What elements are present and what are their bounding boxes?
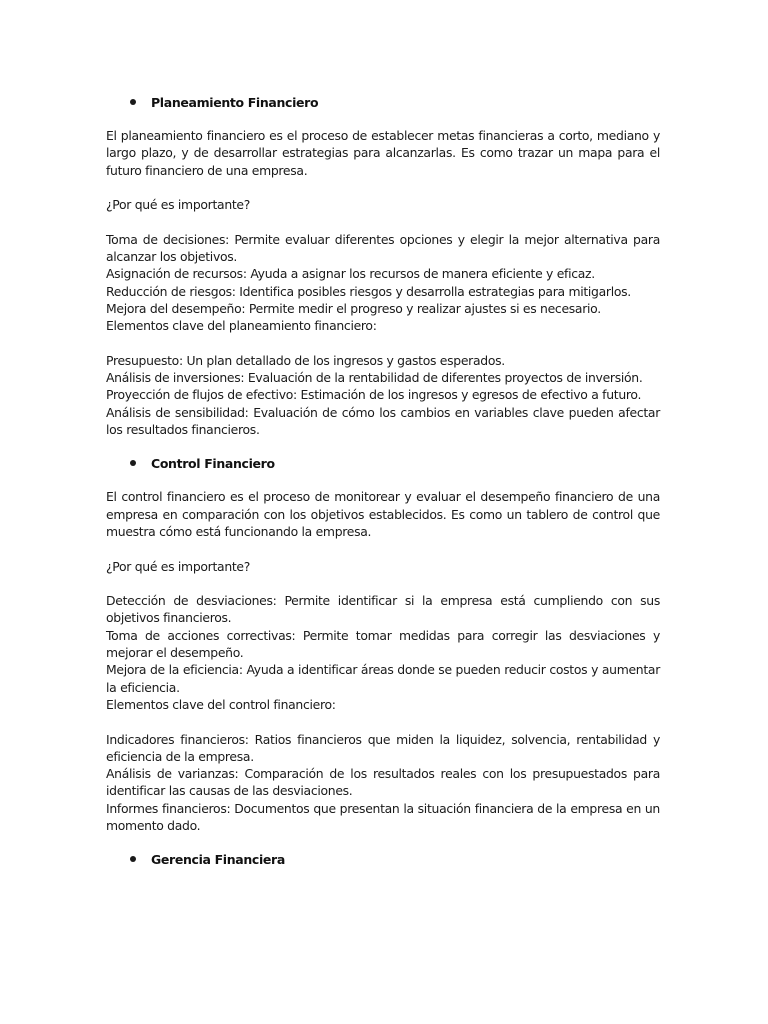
question-text: ¿Por qué es importante?	[106, 197, 251, 213]
section-heading-control	[106, 453, 660, 473]
list-item: Presupuesto: Un plan detallado de los ingresos y gastos esperados.	[106, 352, 505, 368]
importance-list	[106, 231, 660, 335]
document-page	[106, 92, 660, 869]
section-heading-planeamiento	[106, 92, 660, 112]
list-item: Detección de desviaciones: Permite identificar si la empresa está cumpliendo con sus objetivos financieros.	[106, 593, 660, 626]
list-item: Indicadores financieros: Ratios financieros que miden la liquidez, solvencia, rentabilidad y eficiencia de la empresa.	[106, 731, 660, 764]
elements-list	[106, 731, 660, 835]
list-item: Análisis de sensibilidad: Evaluación de cómo los cambios en variables clave pueden afectar los resultados financieros.	[106, 404, 660, 438]
bullet-icon	[130, 99, 136, 105]
elements-list	[106, 352, 660, 438]
list-item: Análisis de varianzas: Comparación de los resultados reales con los presupuestados para identificar las causas de las desviaciones.	[106, 766, 660, 799]
paragraph: El control financiero es el proceso de monitorear y evaluar el desempeño financiero de una empresa en comparación con los objetivos establecidos. Es como un tablero de control que muestra cómo está funcionando la empresa.	[106, 489, 660, 539]
list-item: Elementos clave del planeamiento financiero:	[106, 318, 377, 334]
list-item: Informes financieros: Documentos que presentan la situación financiera de la empresa en un momento dado.	[106, 800, 660, 833]
list-item: Toma de acciones correctivas: Permite tomar medidas para corregir las desviaciones y mejorar el desempeño.	[106, 627, 660, 661]
list-item: Análisis de inversiones: Evaluación de la rentabilidad de diferentes proyectos de inversión.	[106, 370, 643, 386]
section-intro	[106, 127, 660, 179]
question-line	[106, 196, 660, 213]
list-item: Mejora de la eficiencia: Ayuda a identificar áreas donde se pueden reducir costos y aumentar la eficiencia.	[106, 662, 660, 695]
list-item: Proyección de flujos de efectivo: Estimación de los ingresos y egresos de efectivo a futuro.	[106, 387, 642, 403]
list-item: Asignación de recursos: Ayuda a asignar los recursos de manera eficiente y eficaz.	[106, 266, 595, 282]
bullet-icon	[130, 460, 136, 466]
question-text: ¿Por qué es importante?	[106, 558, 251, 574]
importance-list	[106, 592, 660, 713]
list-item: Toma de decisiones: Permite evaluar diferentes opciones y elegir la mejor alternativa para alcanzar los objetivos.	[106, 231, 660, 265]
section-intro	[106, 488, 660, 540]
bullet-icon	[130, 856, 136, 862]
question-line	[106, 558, 660, 575]
list-item: Reducción de riesgos: Identifica posibles riesgos y desarrolla estrategias para mitigarlos.	[106, 283, 631, 299]
list-item: Mejora del desempeño: Permite medir el progreso y realizar ajustes si es necesario.	[106, 300, 601, 316]
section-heading-gerencia	[106, 849, 660, 869]
paragraph: El planeamiento financiero es el proceso de establecer metas financieras a corto, mediano y largo plazo, y de desarrollar estrategias para alcanzarlas. Es como trazar un mapa para el futuro financiero de una empresa.	[106, 128, 660, 178]
list-item: Elementos clave del control financiero:	[106, 696, 336, 712]
section-heading-text: Gerencia Financiera	[151, 851, 285, 867]
section-heading-text: Planeamiento Financiero	[151, 94, 319, 110]
section-heading-text: Control Financiero	[151, 455, 275, 471]
